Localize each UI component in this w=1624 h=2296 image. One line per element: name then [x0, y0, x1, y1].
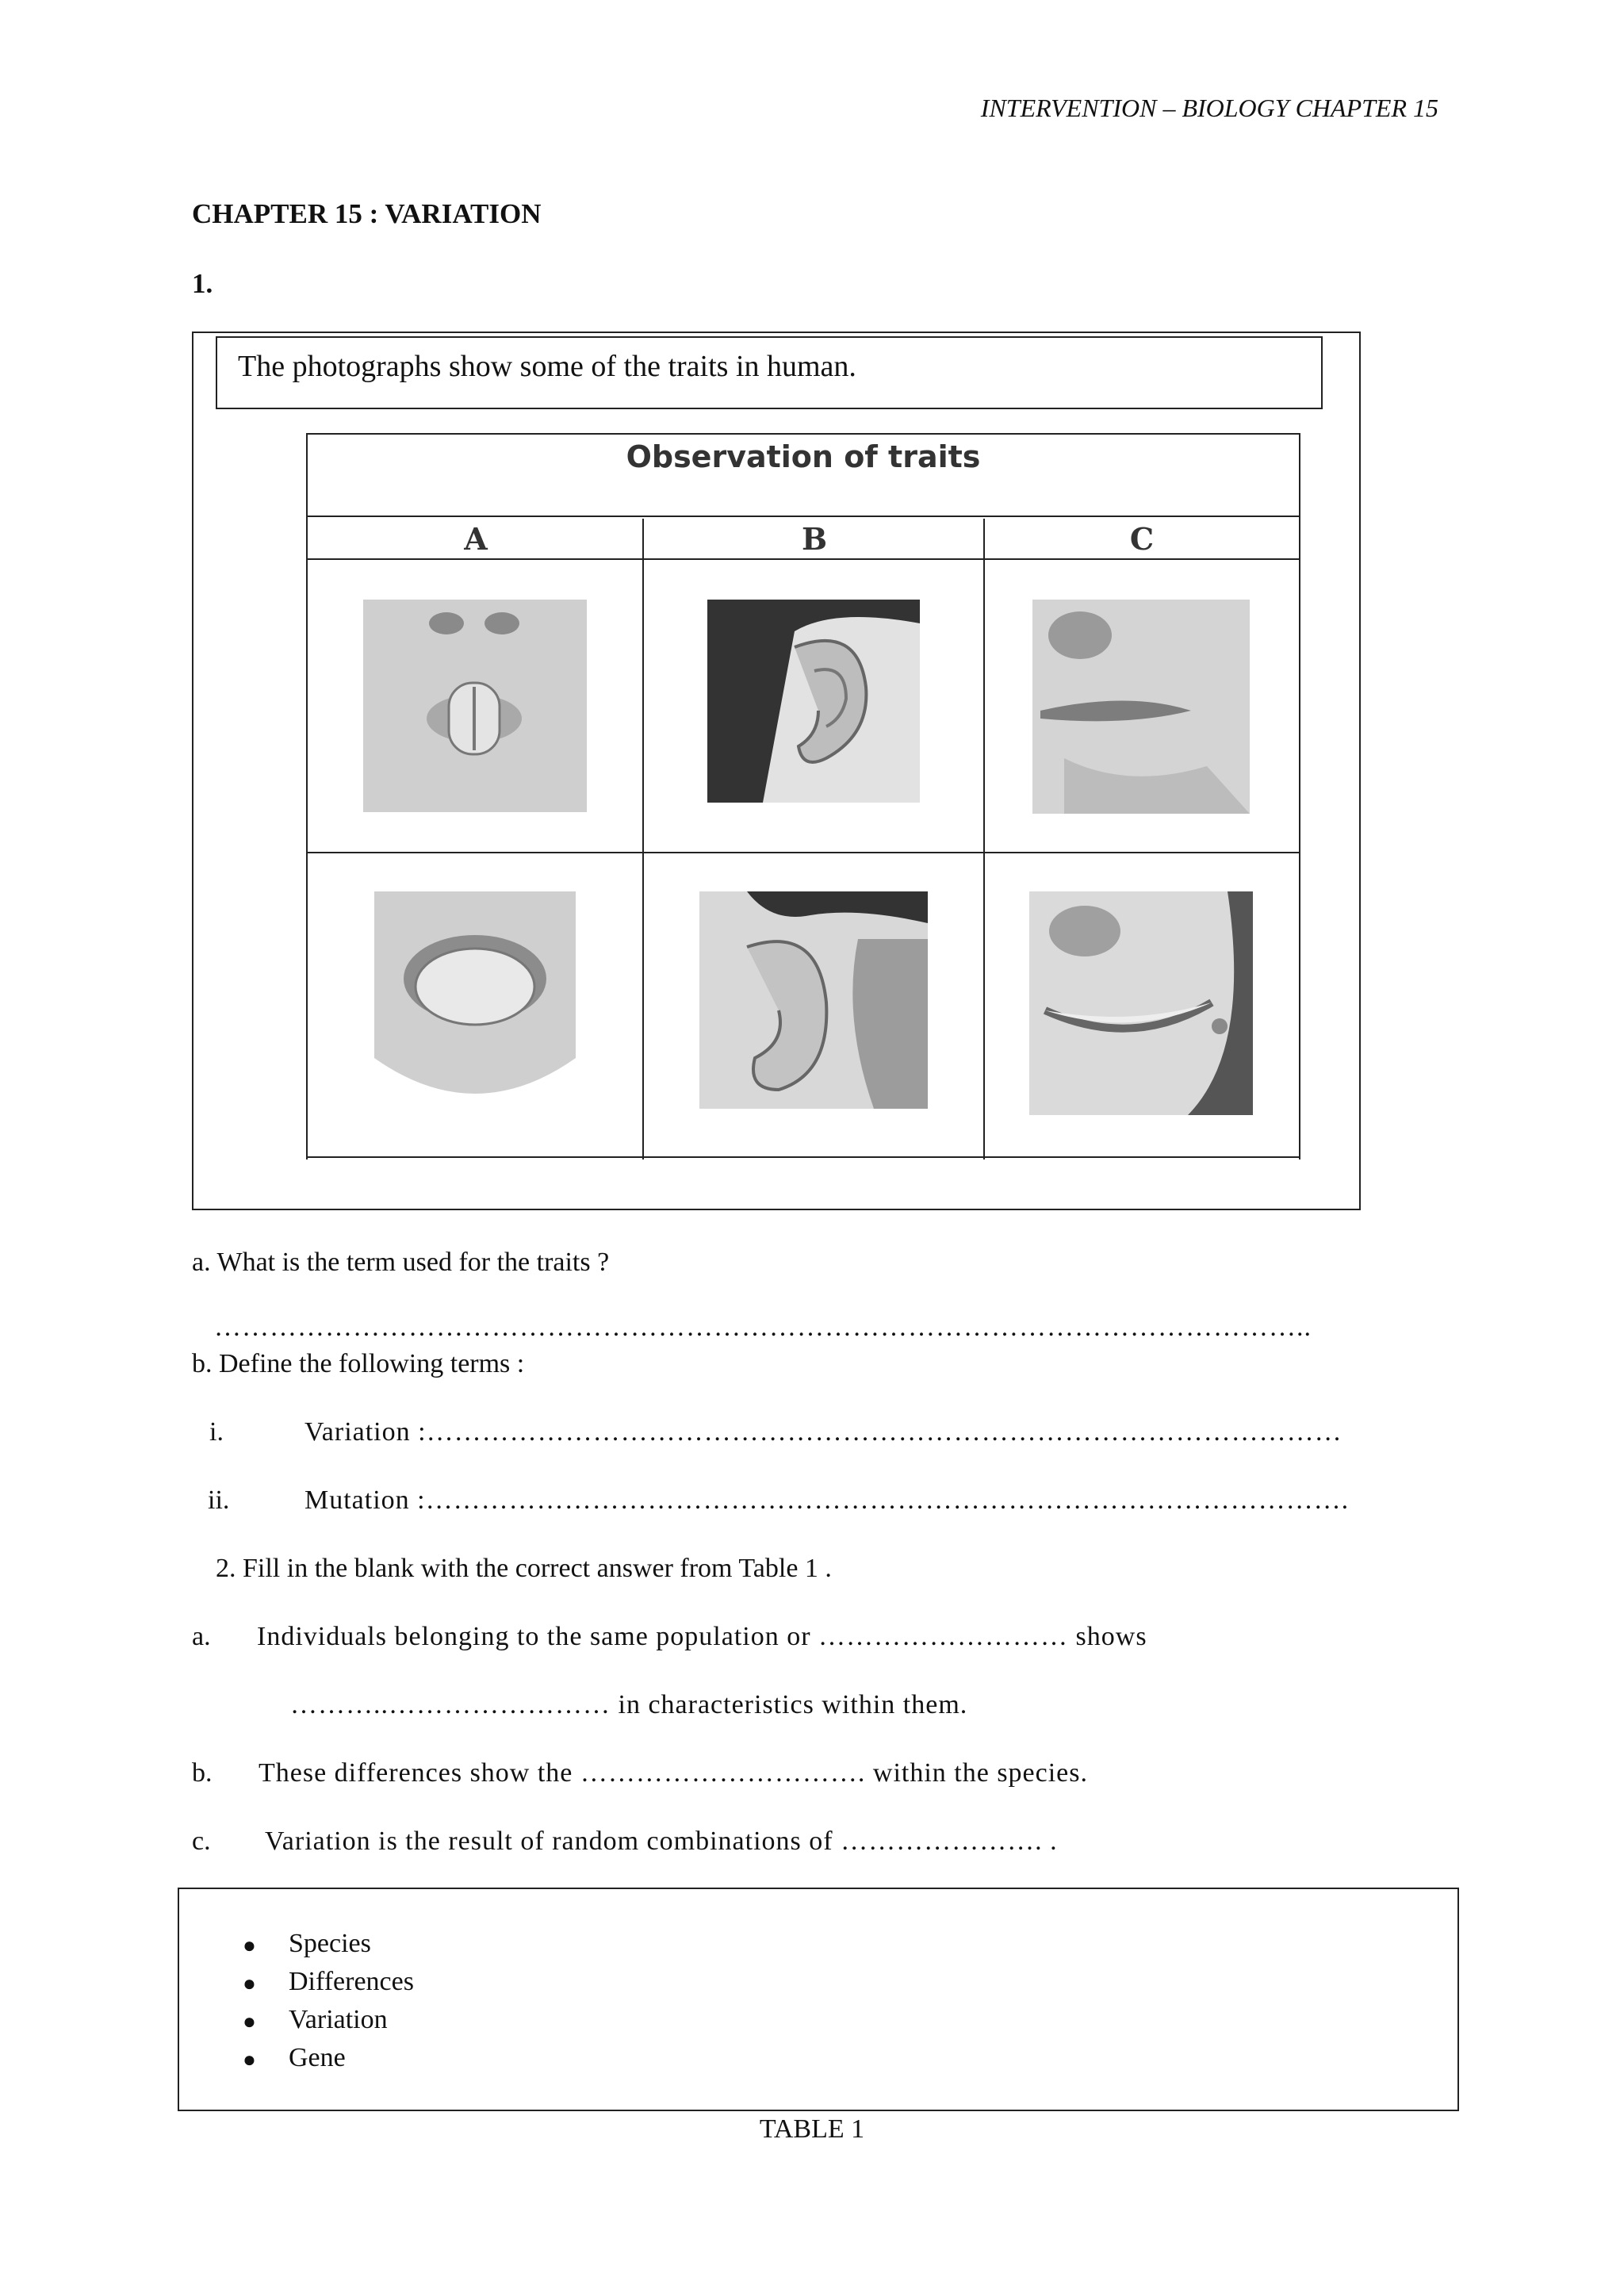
bullet-icon: ●	[243, 1972, 256, 1996]
question-1b: b. Define the following terms :	[192, 1349, 525, 1378]
traits-table-title: Observation of traits	[308, 435, 1299, 517]
option-gene: Gene	[289, 2043, 346, 2072]
option-differences: Differences	[289, 1967, 414, 1996]
answer-blank-1a[interactable]: ………………………………………………………………………………………………………..	[214, 1313, 1312, 1342]
tongue-icon	[366, 891, 584, 1115]
mouth-icon	[1032, 600, 1250, 814]
question-2c[interactable]: Variation is the result of random combinations of …………………. .	[265, 1826, 1058, 1856]
rolled-tongue-photo	[363, 600, 587, 812]
table-bottom-line	[308, 1156, 1299, 1158]
question-2c-letter: c.	[192, 1826, 211, 1856]
question-2a[interactable]: Individuals belonging to the same population or ……………………… shows	[257, 1622, 1147, 1651]
ear-icon	[707, 600, 920, 803]
page-header: INTERVENTION – BIOLOGY CHAPTER 15	[980, 94, 1438, 122]
column-header-c: C	[985, 519, 1299, 560]
column-divider	[642, 519, 644, 1159]
column-divider	[983, 519, 985, 1159]
question-2a-letter: a.	[192, 1622, 211, 1651]
table-1-box	[178, 1888, 1459, 2111]
question-1b-ii-mutation[interactable]: Mutation :……………………………………………………………………………………….	[304, 1485, 1350, 1515]
bullet-icon: ●	[243, 2048, 256, 2072]
chapter-title: CHAPTER 15 : VARIATION	[192, 198, 542, 229]
question-1b-i-number: i.	[209, 1417, 224, 1447]
question-2-instruction: 2. Fill in the blank with the correct answer from Table 1 .	[216, 1554, 832, 1583]
question-2b[interactable]: These differences show the …………………………. within the species.	[259, 1758, 1089, 1788]
question-2b-letter: b.	[192, 1758, 213, 1788]
no-dimple-photo	[1032, 600, 1250, 814]
ear-icon	[699, 891, 928, 1109]
column-header-b: B	[644, 519, 985, 560]
column-header-a: A	[308, 519, 644, 560]
question-1a: a. What is the term used for the traits ?	[192, 1248, 610, 1277]
option-variation: Variation	[289, 2005, 388, 2034]
bullet-icon: ●	[243, 1934, 256, 1958]
figure-caption: The photographs show some of the traits in human.	[216, 336, 1323, 409]
free-earlobe-photo	[699, 891, 928, 1109]
option-species: Species	[289, 1929, 371, 1958]
question-1-number: 1.	[192, 268, 213, 299]
attached-earlobe-photo	[707, 600, 920, 803]
unrolled-tongue-photo	[366, 891, 584, 1115]
question-2a-continued[interactable]: ………..…………………… in characteristics within them.	[290, 1690, 968, 1719]
smile-icon	[1029, 891, 1253, 1115]
rolled-tongue-icon	[363, 600, 587, 812]
question-1b-ii-number: ii.	[208, 1485, 230, 1515]
row-divider	[308, 852, 1299, 853]
bullet-icon: ●	[243, 2010, 256, 2034]
question-1b-i-variation[interactable]: Variation :………………………………………………………………………………………	[304, 1417, 1342, 1447]
dimple-photo	[1029, 891, 1253, 1115]
table-1-caption: TABLE 1	[759, 2114, 865, 2144]
